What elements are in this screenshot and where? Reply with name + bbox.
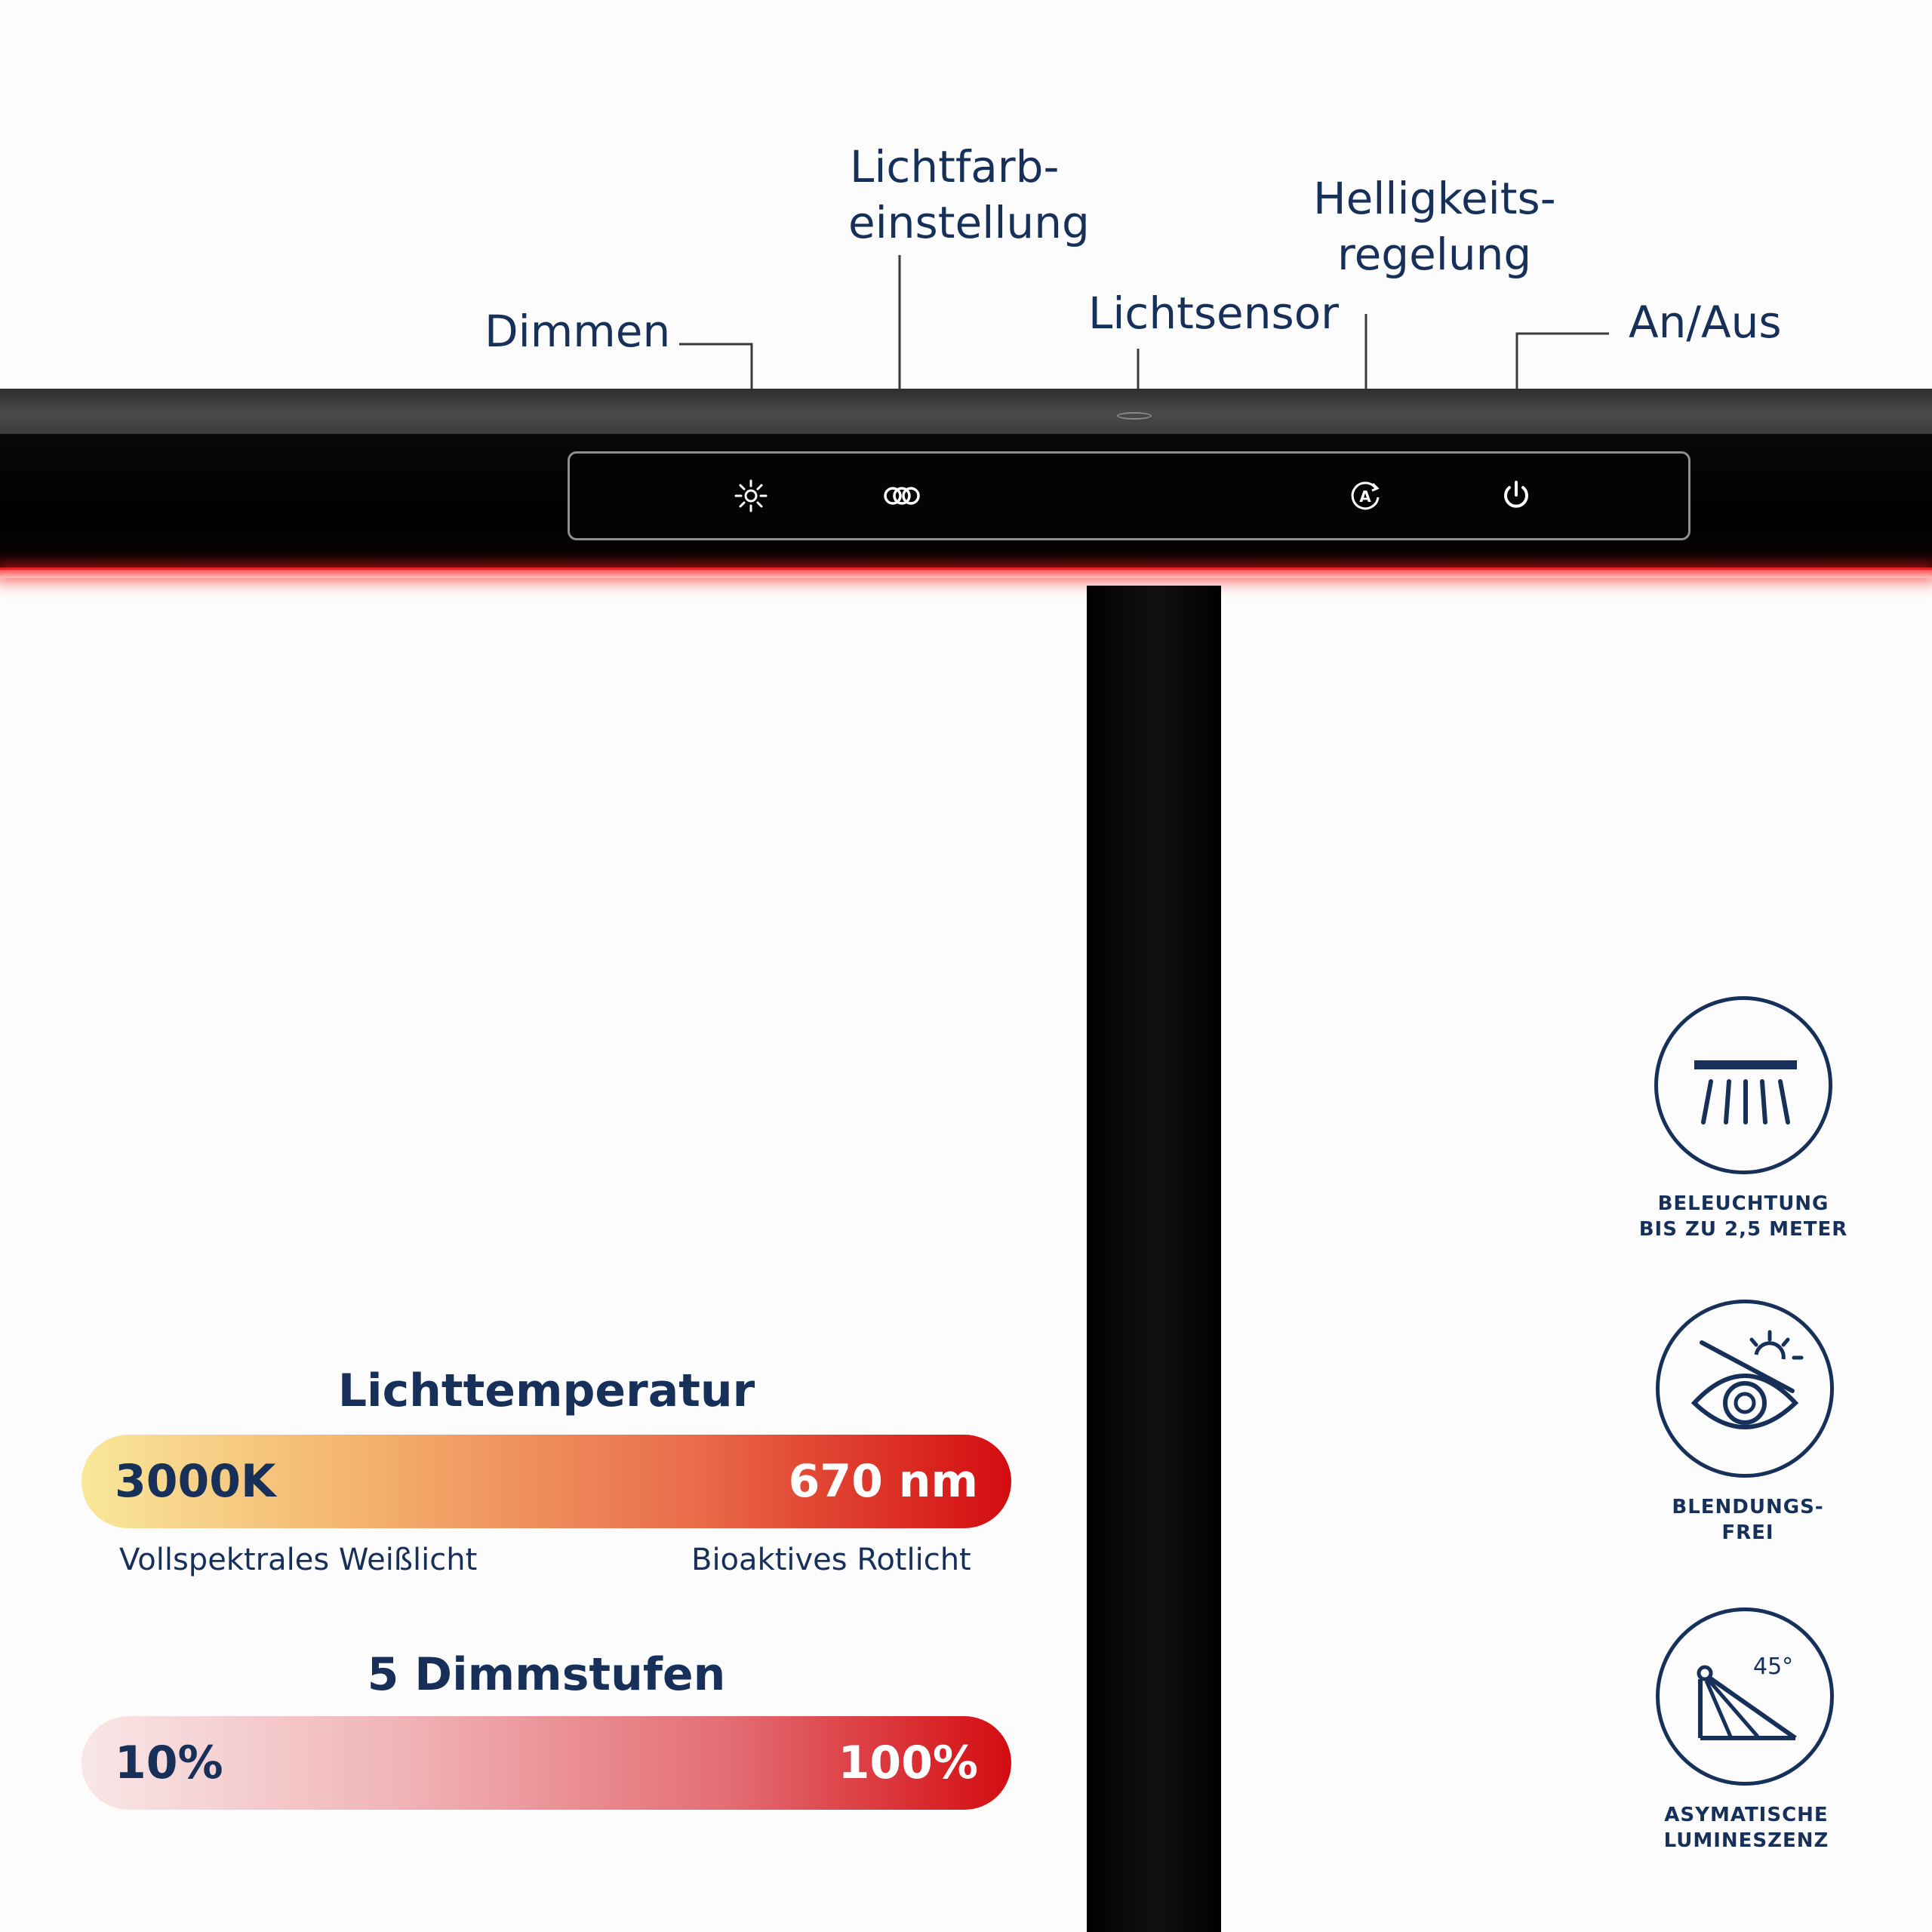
feature-asymmetric-circle	[1656, 1607, 1834, 1786]
feature-illumination-line2: BIS ZU 2,5 METER	[1638, 1218, 1848, 1241]
color-circles-icon	[879, 478, 924, 514]
callout-lichtfarb-line1: Lichtfarb-	[850, 141, 1060, 192]
power-icon	[1498, 478, 1534, 514]
light-beam-icon	[1658, 1000, 1829, 1171]
color-temp-button[interactable]	[879, 478, 924, 517]
callout-lichtfarb-line2: einstellung	[848, 197, 1090, 248]
dim-left-value: 10%	[115, 1737, 223, 1789]
control-panel	[568, 451, 1690, 540]
angle-text: 45°	[1753, 1654, 1794, 1680]
dimming-levels-bar	[82, 1716, 1011, 1810]
temp-left-caption: Vollspektrales Weißlicht	[119, 1543, 478, 1577]
angle-45-icon	[1660, 1611, 1830, 1782]
feature-asymmetric-line2: LUMINESZENZ	[1663, 1829, 1829, 1852]
anti-glare-eye-icon	[1660, 1303, 1830, 1474]
callout-lichtsensor: Lichtsensor	[1088, 288, 1340, 339]
feature-antiglare-label	[1589, 1494, 1906, 1546]
temp-left-value: 3000K	[115, 1455, 276, 1508]
callout-helligkeit-line2: regelung	[1337, 229, 1532, 280]
temp-right-value: 670 nm	[788, 1455, 978, 1508]
sun-dim-icon	[733, 478, 769, 514]
lichttemperatur-title: Lichttemperatur	[337, 1364, 755, 1417]
feature-antiglare-line2: FREI	[1721, 1521, 1774, 1544]
feature-illumination-label	[1585, 1191, 1902, 1242]
feature-antiglare-circle	[1656, 1300, 1834, 1478]
dim-button[interactable]	[733, 478, 772, 517]
lamp-head-top	[0, 389, 1932, 434]
power-button[interactable]	[1498, 478, 1537, 517]
callout-dimmen: Dimmen	[485, 306, 671, 357]
callout-anaus: An/Aus	[1629, 297, 1782, 348]
auto-brightness-button[interactable]	[1347, 478, 1386, 517]
feature-antiglare-line1: BLENDUNGS-	[1672, 1496, 1824, 1518]
feature-asymmetric-label	[1588, 1802, 1905, 1854]
lamp-pole	[1087, 586, 1221, 1932]
temp-right-caption: Bioaktives Rotlicht	[691, 1543, 971, 1577]
feature-illumination-line1: BELEUCHTUNG	[1657, 1192, 1829, 1215]
feature-illumination-circle	[1654, 996, 1832, 1174]
auto-brightness-icon	[1347, 478, 1383, 514]
red-light-strip	[0, 568, 1932, 578]
svg-text:A: A	[1359, 488, 1371, 506]
feature-asymmetric-line1: ASYMATISCHE	[1664, 1804, 1829, 1826]
dim-right-value: 100%	[838, 1737, 978, 1789]
light-temperature-bar	[82, 1435, 1011, 1528]
callout-helligkeit-line1: Helligkeits-	[1313, 173, 1556, 224]
light-sensor	[1117, 412, 1152, 420]
dimmstufen-title: 5 Dimmstufen	[367, 1648, 726, 1701]
